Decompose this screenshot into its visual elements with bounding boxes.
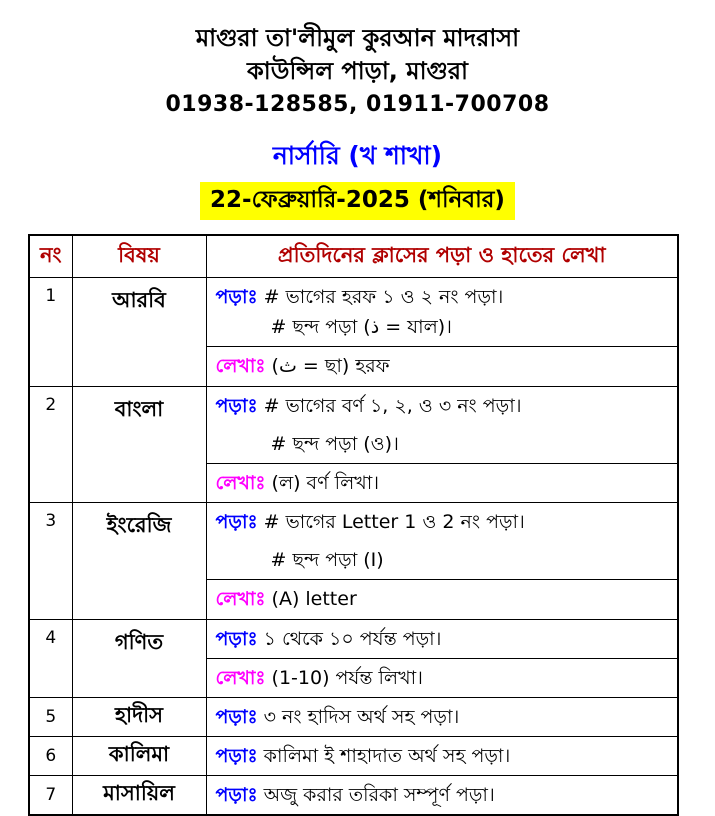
lesson-table (28, 234, 679, 816)
pora-cell (206, 775, 678, 815)
row-number: 6 (29, 736, 72, 775)
table-row (29, 736, 678, 775)
subject-cell: আরবি (72, 277, 206, 386)
pora-line (216, 282, 672, 312)
document-header (0, 22, 715, 220)
pora-label: পড়াঃ (215, 510, 258, 533)
subject-cell: কালিমা (72, 736, 206, 775)
row-number: 2 (29, 386, 72, 502)
class-title: নার্সারি (খ শাখা) (272, 141, 443, 170)
table-row (29, 502, 678, 579)
lekha-cell (206, 346, 678, 386)
subject-cell: ইংরেজি (72, 502, 206, 619)
pora-label: পড়াঃ (215, 627, 258, 650)
lekha-text: (ল) বর্ণ লিখা। (271, 471, 380, 494)
header-serial: নং (29, 235, 72, 277)
pora-text: # ভাগের হরফ ১ ও ২ নং পড়া। (263, 285, 504, 308)
pora-line (216, 507, 672, 537)
lekha-text: (1-10) পর্যন্ত লিখা। (271, 666, 423, 689)
lekha-cell (206, 579, 678, 619)
pora-line (216, 391, 672, 421)
org-address: কাউন্সিল পাড়া, মাগুরা (247, 57, 468, 85)
subject-cell: বাংলা (72, 386, 206, 502)
lekha-text: (A) letter (271, 588, 357, 610)
header-lesson: প্রতিদিনের ক্লাসের পড়া ও হাতের লেখা (206, 235, 678, 277)
header-subject: বিষয় (72, 235, 206, 277)
pora-cell (206, 619, 678, 658)
pora-label: পড়াঃ (215, 285, 258, 308)
table-header-row (29, 235, 678, 277)
pora-text: কালিমা ই শাহাদাত অর্থ সহ পড়া। (263, 744, 511, 767)
org-name: মাগুরা তা'লীমুল কুরআন মাদরাসা (195, 24, 520, 52)
pora-cell (206, 386, 678, 463)
subject-cell: হাদীস (72, 697, 206, 736)
pora-line: # ছন্দ পড়া (I) (270, 548, 384, 571)
pora-text: # ভাগের Letter 1 ও 2 নং পড়া। (263, 510, 525, 533)
row-number: 3 (29, 502, 72, 619)
pora-text: ৩ নং হাদিস অর্থ সহ পড়া। (263, 705, 460, 728)
pora-label: পড়াঃ (215, 705, 258, 728)
table-row (29, 386, 678, 463)
row-number: 1 (29, 277, 72, 386)
pora-label: পড়াঃ (215, 783, 258, 806)
row-number: 5 (29, 697, 72, 736)
pora-cell (206, 502, 678, 579)
lekha-label: লেখাঃ (215, 666, 266, 689)
pora-cell (206, 736, 678, 775)
table-row (29, 619, 678, 658)
lekha-text: (ث = ছা) হরফ (271, 355, 390, 377)
subject-cell: মাসায়িল (72, 775, 206, 815)
pora-cell (206, 277, 678, 346)
table-row (29, 277, 678, 346)
row-number: 4 (29, 619, 72, 697)
date-highlight: 22-ফেব্রুয়ারি-2025 (শনিবার) (200, 182, 515, 220)
phone-numbers: 01938-128585, 01911-700708 (165, 92, 550, 117)
lekha-label: লেখাঃ (215, 355, 266, 377)
pora-text: ১ থেকে ১০ পর্যন্ত পড়া। (263, 627, 442, 650)
pora-label: পড়াঃ (215, 744, 258, 767)
lekha-cell (206, 658, 678, 697)
subject-cell: গণিত (72, 619, 206, 697)
pora-text: # ভাগের বর্ণ ১, ২, ও ৩ নং পড়া। (263, 394, 522, 417)
pora-text: অজু করার তরিকা সম্পূর্ণ পড়া। (263, 783, 495, 806)
table-row (29, 697, 678, 736)
lekha-label: লেখাঃ (215, 588, 266, 610)
table-row (29, 775, 678, 815)
lekha-label: লেখাঃ (215, 471, 266, 494)
pora-line (216, 624, 672, 654)
pora-line: # ছন্দ পড়া (ذ = যাল)। (270, 315, 452, 338)
pora-line: # ছন্দ পড়া (ও)। (270, 432, 399, 455)
row-number: 7 (29, 775, 72, 815)
lekha-cell (206, 463, 678, 502)
pora-label: পড়াঃ (215, 394, 258, 417)
date-row (0, 182, 715, 220)
pora-cell (206, 697, 678, 736)
